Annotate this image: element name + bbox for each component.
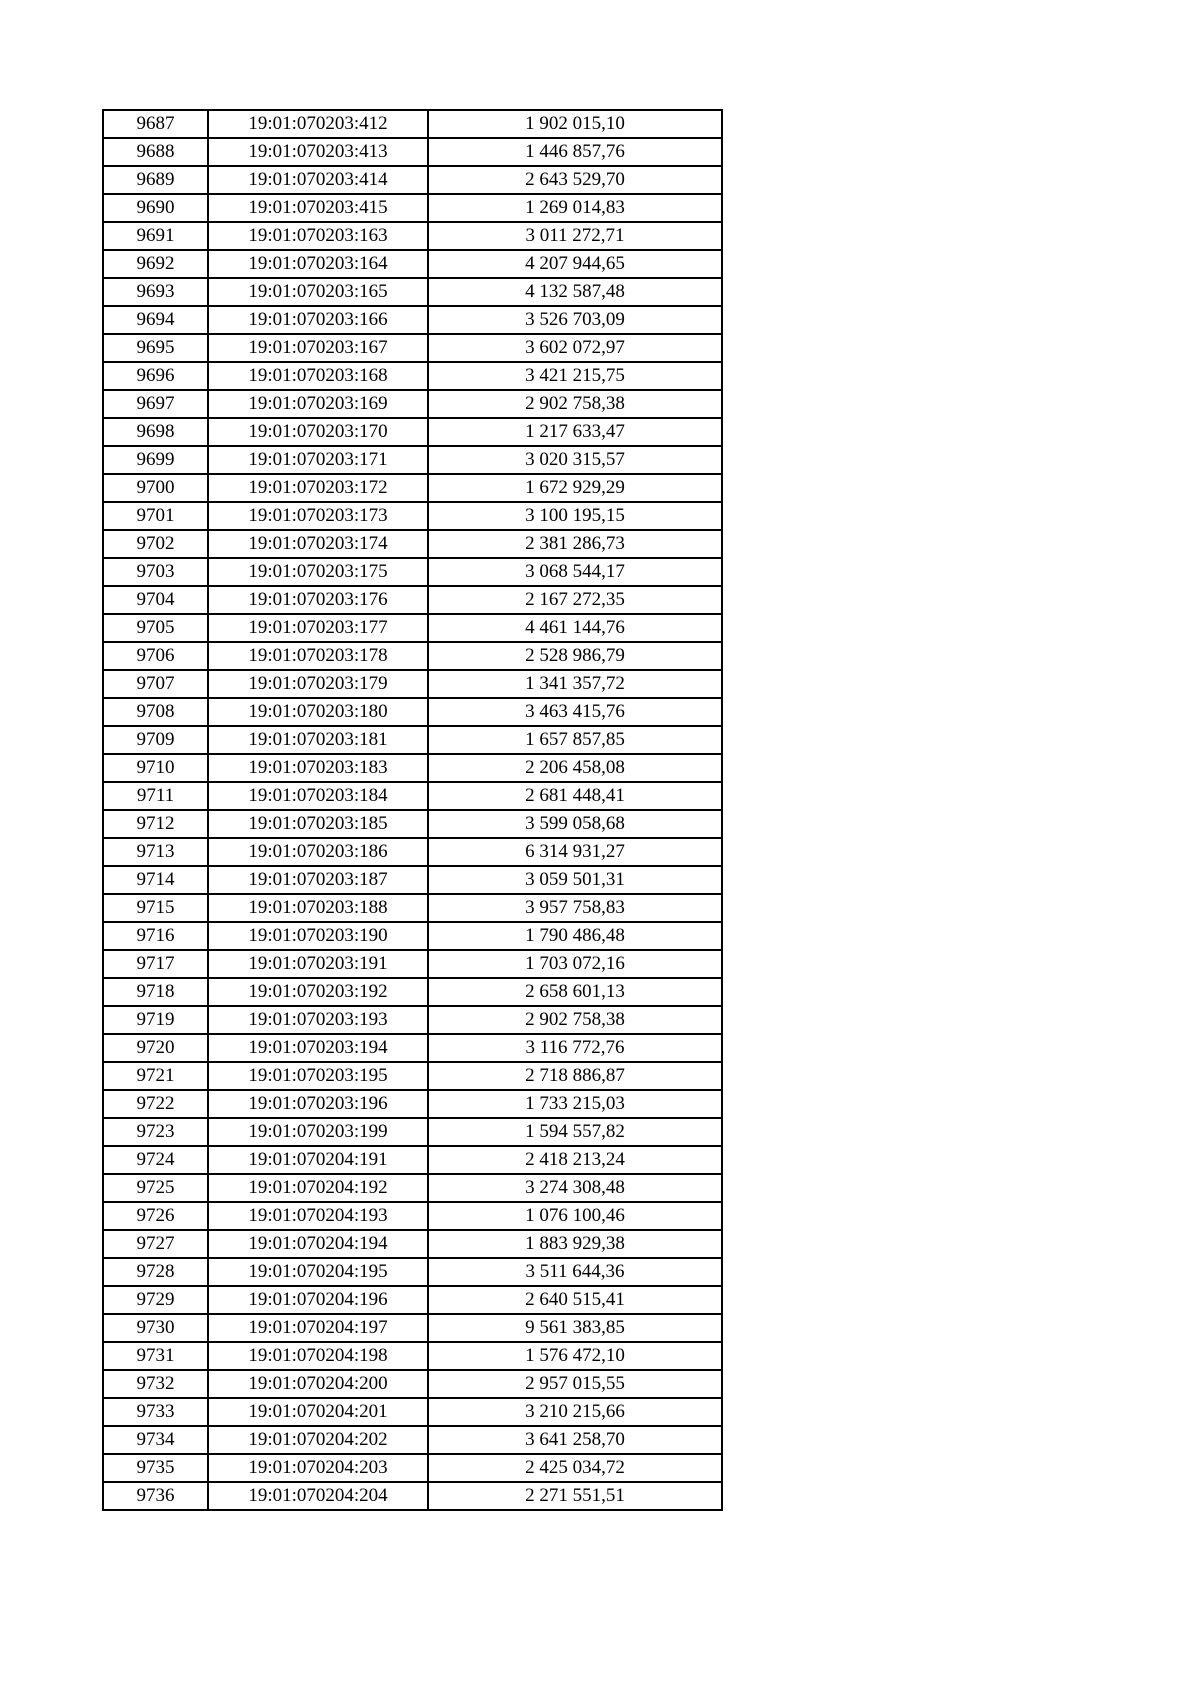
cadastral-value-cell: 6 314 931,27 [428,838,722,866]
row-number-cell: 9692 [103,250,208,278]
cadastral-number-cell: 19:01:070204:194 [208,1230,428,1258]
cadastral-value-cell: 2 681 448,41 [428,782,722,810]
table-row [103,558,722,586]
cadastral-number-cell: 19:01:070204:202 [208,1426,428,1454]
cadastral-value-cell: 1 341 357,72 [428,670,722,698]
cadastral-value-cell: 1 672 929,29 [428,474,722,502]
table-row [103,586,722,614]
cadastral-value-cell: 2 528 986,79 [428,642,722,670]
table-row [103,810,722,838]
cadastral-value-cell: 3 641 258,70 [428,1426,722,1454]
row-number-cell: 9691 [103,222,208,250]
cadastral-number-cell: 19:01:070203:177 [208,614,428,642]
row-number-cell: 9696 [103,362,208,390]
table-row [103,1174,722,1202]
row-number-cell: 9705 [103,614,208,642]
cadastral-value-cell: 3 602 072,97 [428,334,722,362]
cadastral-number-cell: 19:01:070204:195 [208,1258,428,1286]
table-row [103,1314,722,1342]
cadastral-number-cell: 19:01:070203:181 [208,726,428,754]
cadastral-value-cell: 1 594 557,82 [428,1118,722,1146]
cadastral-number-cell: 19:01:070203:166 [208,306,428,334]
cadastral-value-cell: 3 020 315,57 [428,446,722,474]
cadastral-number-cell: 19:01:070204:198 [208,1342,428,1370]
cadastral-number-cell: 19:01:070204:197 [208,1314,428,1342]
cadastral-number-cell: 19:01:070203:167 [208,334,428,362]
cadastral-value-cell: 3 068 544,17 [428,558,722,586]
cadastral-number-cell: 19:01:070203:169 [208,390,428,418]
cadastral-value-cell: 3 011 272,71 [428,222,722,250]
row-number-cell: 9735 [103,1454,208,1482]
cadastral-value-cell: 4 461 144,76 [428,614,722,642]
table-row [103,1034,722,1062]
cadastral-number-cell: 19:01:070203:176 [208,586,428,614]
table-row [103,1342,722,1370]
row-number-cell: 9712 [103,810,208,838]
table-row [103,502,722,530]
row-number-cell: 9717 [103,950,208,978]
cadastral-number-cell: 19:01:070203:193 [208,1006,428,1034]
cadastral-value-cell: 1 446 857,76 [428,138,722,166]
table-row [103,1286,722,1314]
cadastral-number-cell: 19:01:070204:201 [208,1398,428,1426]
row-number-cell: 9724 [103,1146,208,1174]
row-number-cell: 9700 [103,474,208,502]
row-number-cell: 9723 [103,1118,208,1146]
cadastral-value-cell: 3 274 308,48 [428,1174,722,1202]
row-number-cell: 9701 [103,502,208,530]
cadastral-number-cell: 19:01:070203:196 [208,1090,428,1118]
table-row [103,1258,722,1286]
cadastral-value-cell: 1 076 100,46 [428,1202,722,1230]
cadastral-value-cell: 4 207 944,65 [428,250,722,278]
cadastral-number-cell: 19:01:070204:192 [208,1174,428,1202]
cadastral-number-cell: 19:01:070203:168 [208,362,428,390]
row-number-cell: 9695 [103,334,208,362]
cadastral-number-cell: 19:01:070203:190 [208,922,428,950]
table-row [103,110,722,138]
cadastral-number-cell: 19:01:070203:415 [208,194,428,222]
cadastral-number-cell: 19:01:070203:170 [208,418,428,446]
table-row [103,138,722,166]
cadastral-number-cell: 19:01:070203:188 [208,894,428,922]
cadastral-value-cell: 2 271 551,51 [428,1482,722,1510]
table-row [103,1090,722,1118]
row-number-cell: 9716 [103,922,208,950]
table-row [103,1482,722,1510]
cadastral-number-cell: 19:01:070203:414 [208,166,428,194]
table-row [103,894,722,922]
cadastral-value-cell: 3 957 758,83 [428,894,722,922]
cadastral-number-cell: 19:01:070203:164 [208,250,428,278]
table-row [103,306,722,334]
cadastral-value-cell: 3 116 772,76 [428,1034,722,1062]
cadastral-number-cell: 19:01:070203:175 [208,558,428,586]
row-number-cell: 9706 [103,642,208,670]
cadastral-value-cell: 2 957 015,55 [428,1370,722,1398]
row-number-cell: 9697 [103,390,208,418]
table-row [103,1370,722,1398]
table-row [103,418,722,446]
table-row [103,1118,722,1146]
table-row [103,222,722,250]
table-row [103,278,722,306]
table-row [103,474,722,502]
table-row [103,446,722,474]
cadastral-value-table [102,109,723,1511]
row-number-cell: 9731 [103,1342,208,1370]
cadastral-value-cell: 2 425 034,72 [428,1454,722,1482]
row-number-cell: 9730 [103,1314,208,1342]
table-row [103,250,722,278]
cadastral-number-cell: 19:01:070203:172 [208,474,428,502]
cadastral-value-cell: 2 381 286,73 [428,530,722,558]
cadastral-number-cell: 19:01:070203:195 [208,1062,428,1090]
cadastral-value-cell: 3 511 644,36 [428,1258,722,1286]
cadastral-number-cell: 19:01:070203:199 [208,1118,428,1146]
cadastral-number-cell: 19:01:070203:174 [208,530,428,558]
cadastral-number-cell: 19:01:070203:191 [208,950,428,978]
row-number-cell: 9732 [103,1370,208,1398]
cadastral-value-cell: 2 206 458,08 [428,754,722,782]
cadastral-value-cell: 3 463 415,76 [428,698,722,726]
cadastral-number-cell: 19:01:070203:194 [208,1034,428,1062]
row-number-cell: 9736 [103,1482,208,1510]
row-number-cell: 9733 [103,1398,208,1426]
row-number-cell: 9729 [103,1286,208,1314]
cadastral-number-cell: 19:01:070203:165 [208,278,428,306]
cadastral-value-cell: 1 733 215,03 [428,1090,722,1118]
cadastral-value-cell: 2 418 213,24 [428,1146,722,1174]
table-row [103,390,722,418]
row-number-cell: 9728 [103,1258,208,1286]
table-row [103,362,722,390]
table-row [103,642,722,670]
table-row [103,1398,722,1426]
row-number-cell: 9727 [103,1230,208,1258]
row-number-cell: 9689 [103,166,208,194]
row-number-cell: 9704 [103,586,208,614]
table-row [103,1454,722,1482]
cadastral-number-cell: 19:01:070203:171 [208,446,428,474]
cadastral-number-cell: 19:01:070203:192 [208,978,428,1006]
table-row [103,530,722,558]
row-number-cell: 9722 [103,1090,208,1118]
cadastral-value-cell: 2 167 272,35 [428,586,722,614]
row-number-cell: 9703 [103,558,208,586]
table-row [103,754,722,782]
row-number-cell: 9734 [103,1426,208,1454]
cadastral-value-cell: 3 421 215,75 [428,362,722,390]
cadastral-number-cell: 19:01:070203:184 [208,782,428,810]
cadastral-number-cell: 19:01:070203:179 [208,670,428,698]
row-number-cell: 9709 [103,726,208,754]
cadastral-number-cell: 19:01:070204:191 [208,1146,428,1174]
cadastral-value-cell: 2 902 758,38 [428,390,722,418]
table-body [103,110,722,1510]
cadastral-value-cell: 2 902 758,38 [428,1006,722,1034]
cadastral-value-cell: 1 657 857,85 [428,726,722,754]
table-row [103,782,722,810]
table-row [103,922,722,950]
row-number-cell: 9713 [103,838,208,866]
cadastral-number-cell: 19:01:070203:413 [208,138,428,166]
row-number-cell: 9726 [103,1202,208,1230]
table-row [103,1426,722,1454]
row-number-cell: 9711 [103,782,208,810]
row-number-cell: 9698 [103,418,208,446]
cadastral-number-cell: 19:01:070203:412 [208,110,428,138]
cadastral-number-cell: 19:01:070203:186 [208,838,428,866]
cadastral-number-cell: 19:01:070203:185 [208,810,428,838]
cadastral-value-cell: 2 643 529,70 [428,166,722,194]
cadastral-number-cell: 19:01:070204:200 [208,1370,428,1398]
table-row [103,866,722,894]
row-number-cell: 9690 [103,194,208,222]
cadastral-value-cell: 2 640 515,41 [428,1286,722,1314]
table-row [103,1146,722,1174]
cadastral-value-cell: 1 883 929,38 [428,1230,722,1258]
cadastral-value-cell: 3 100 195,15 [428,502,722,530]
cadastral-value-cell: 3 059 501,31 [428,866,722,894]
table-row [103,670,722,698]
cadastral-value-cell: 4 132 587,48 [428,278,722,306]
cadastral-value-cell: 1 703 072,16 [428,950,722,978]
table-row [103,698,722,726]
row-number-cell: 9699 [103,446,208,474]
row-number-cell: 9688 [103,138,208,166]
row-number-cell: 9719 [103,1006,208,1034]
table-row [103,726,722,754]
table-row [103,1202,722,1230]
cadastral-number-cell: 19:01:070203:173 [208,502,428,530]
cadastral-value-cell: 1 790 486,48 [428,922,722,950]
table-row [103,614,722,642]
cadastral-number-cell: 19:01:070204:193 [208,1202,428,1230]
cadastral-value-cell: 3 599 058,68 [428,810,722,838]
cadastral-number-cell: 19:01:070204:204 [208,1482,428,1510]
cadastral-number-cell: 19:01:070203:163 [208,222,428,250]
cadastral-value-cell: 1 576 472,10 [428,1342,722,1370]
table-row [103,334,722,362]
cadastral-value-cell: 1 902 015,10 [428,110,722,138]
cadastral-number-cell: 19:01:070203:183 [208,754,428,782]
cadastral-number-cell: 19:01:070204:203 [208,1454,428,1482]
cadastral-value-cell: 9 561 383,85 [428,1314,722,1342]
cadastral-number-cell: 19:01:070203:187 [208,866,428,894]
cadastral-value-cell: 2 658 601,13 [428,978,722,1006]
row-number-cell: 9721 [103,1062,208,1090]
row-number-cell: 9725 [103,1174,208,1202]
table-row [103,950,722,978]
table-row [103,1006,722,1034]
row-number-cell: 9702 [103,530,208,558]
row-number-cell: 9715 [103,894,208,922]
cadastral-value-cell: 1 269 014,83 [428,194,722,222]
cadastral-number-cell: 19:01:070204:196 [208,1286,428,1314]
table-row [103,838,722,866]
table-row [103,194,722,222]
row-number-cell: 9720 [103,1034,208,1062]
row-number-cell: 9710 [103,754,208,782]
row-number-cell: 9693 [103,278,208,306]
table-row [103,1062,722,1090]
cadastral-value-cell: 2 718 886,87 [428,1062,722,1090]
row-number-cell: 9718 [103,978,208,1006]
cadastral-value-cell: 3 210 215,66 [428,1398,722,1426]
cadastral-value-cell: 3 526 703,09 [428,306,722,334]
row-number-cell: 9687 [103,110,208,138]
row-number-cell: 9708 [103,698,208,726]
row-number-cell: 9694 [103,306,208,334]
table-row [103,1230,722,1258]
row-number-cell: 9714 [103,866,208,894]
table-row [103,166,722,194]
table-row [103,978,722,1006]
cadastral-value-cell: 1 217 633,47 [428,418,722,446]
cadastral-number-cell: 19:01:070203:180 [208,698,428,726]
cadastral-number-cell: 19:01:070203:178 [208,642,428,670]
row-number-cell: 9707 [103,670,208,698]
